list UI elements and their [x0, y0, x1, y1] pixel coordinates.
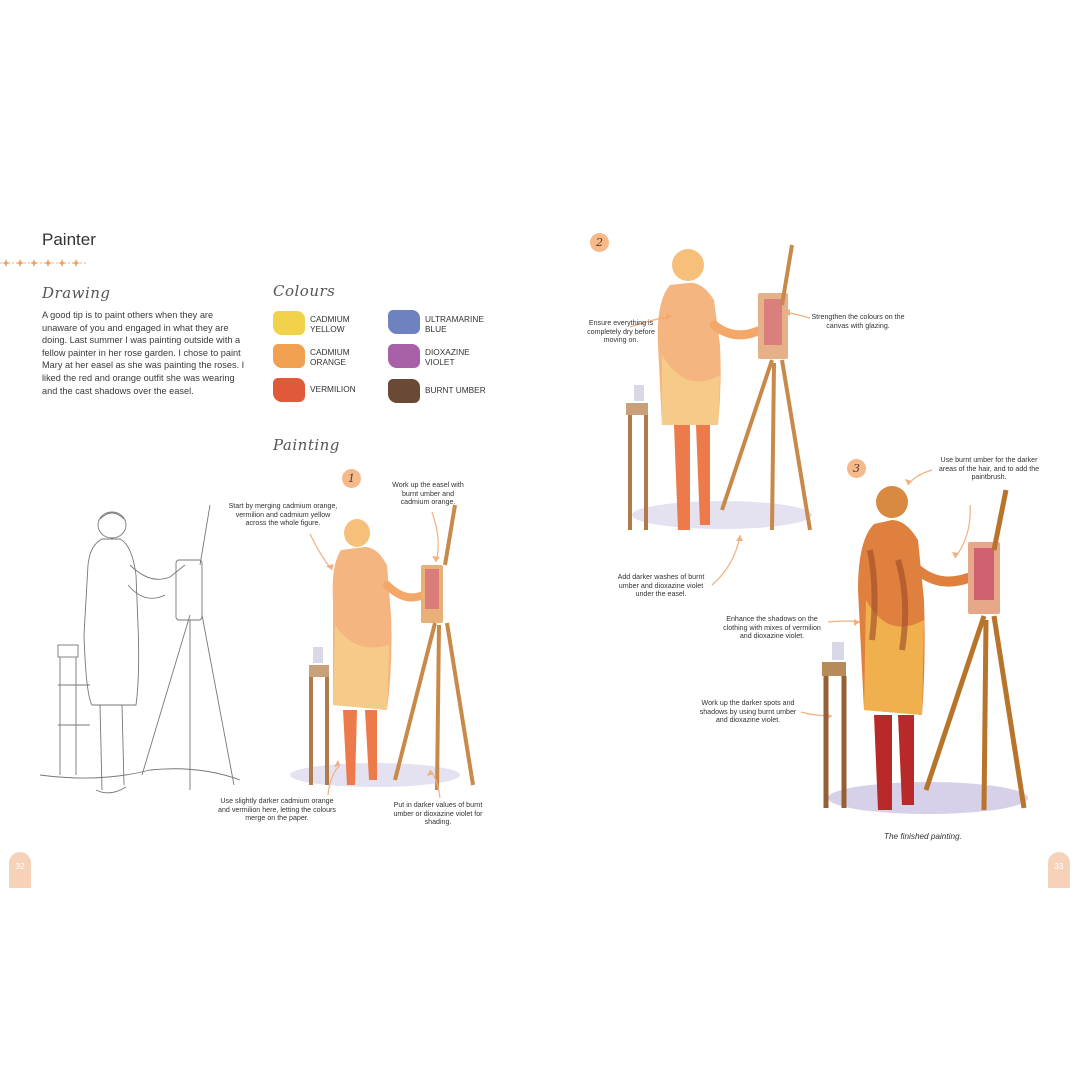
drawing-heading: Drawing	[42, 284, 111, 302]
caption-ensure-dry: Ensure everything is completely dry before moving on.	[587, 319, 655, 345]
caption-enhance-shadows: Enhance the shadows on the clothing with mixes of vermilion and dioxazine violet.	[723, 615, 821, 641]
intro-paragraph: A good tip is to paint others when they are unaware of you and engaged in what they are doing. Last summer I was painting outside with a fellow painter in her rose garden. I chose to paint Mary at her easel as she was painting the roses. I liked the red and orange outfit she was wearing and the cast shadows over the easel.	[42, 310, 245, 396]
page-title: Painter	[42, 230, 96, 249]
caption-darker-washes: Add darker washes of burnt umber and dioxazine violet under the easel.	[617, 573, 705, 599]
step-3-badge: 3	[847, 459, 866, 478]
step-2-watercolour-illustration	[622, 245, 822, 545]
swatch-label-cadmium-orange: CADMIUM ORANGE	[310, 347, 350, 367]
colours-heading: Colours	[273, 282, 336, 300]
caption-strengthen: Strengthen the colours on the canvas with glazing.	[811, 313, 905, 330]
finished-painting-caption: The finished painting.	[884, 832, 962, 841]
swatch-label-burnt-umber: BURNT UMBER	[425, 385, 486, 395]
caption-work-up-easel: Work up the easel with burnt umber and cadmium orange.	[392, 481, 464, 507]
step-2-badge: 2	[590, 233, 609, 252]
caption-burnt-umber-hair: Use burnt umber for the darker areas of the hair, and to add the paintbrush.	[938, 456, 1040, 482]
step-3-finished-painting	[818, 480, 1038, 825]
swatch-label-vermilion: VERMILION	[310, 384, 356, 394]
caption-darker-values: Put in darker values of burnt umber or dioxazine violet for shading.	[393, 801, 483, 827]
page-number-tab-left: 32	[9, 852, 31, 888]
swatch-label-cadmium-yellow: CADMIUM YELLOW	[310, 314, 350, 334]
step-1-badge: 1	[342, 469, 361, 488]
caption-slightly-darker: Use slightly darker cadmium orange and vermilion here, letting the colours merge on the paper.	[218, 797, 336, 823]
painting-heading: Painting	[273, 436, 340, 454]
swatch-label-ultramarine-blue: ULTRAMARINE BLUE	[425, 314, 484, 334]
caption-start-merging: Start by merging cadmium orange, vermilion and cadmium yellow across the whole figure.	[228, 502, 338, 528]
caption-darker-spots: Work up the darker spots and shadows by using burnt umber and dioxazine violet.	[699, 699, 797, 725]
page-number-tab-right: 33	[1048, 852, 1070, 888]
swatch-label-dioxazine-violet: DIOXAZINE VIOLET	[425, 347, 470, 367]
